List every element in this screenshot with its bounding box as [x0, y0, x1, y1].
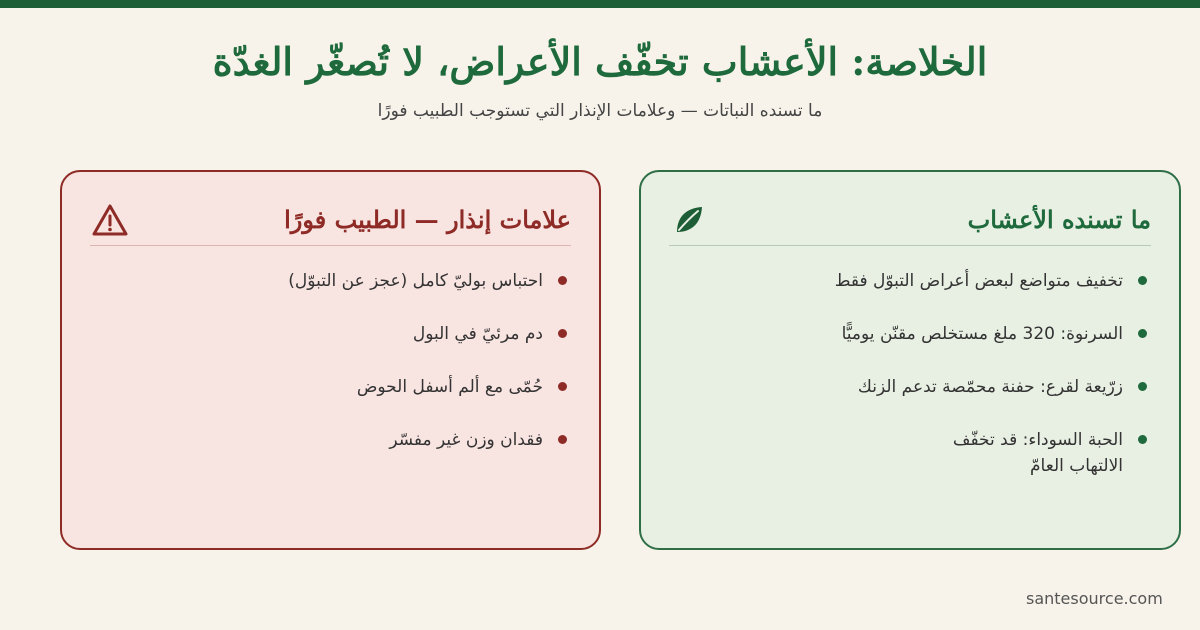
bullet-icon: [558, 329, 567, 338]
list-item: الحبة السوداء: قد تخفّف الالتهاب العامّ: [671, 427, 1149, 479]
footer-site-link[interactable]: santesource.com: [1026, 589, 1163, 608]
warning-panel-header: [90, 194, 571, 246]
bullet-icon: [558, 435, 567, 444]
bullet-icon: [1138, 276, 1147, 285]
herbs-list: [671, 268, 1149, 506]
warning-triangle-icon: [90, 200, 130, 240]
page-subtitle: ما تسنده النباتات — وعلامات الإنذار التي تستوجب الطبيب فورًا: [377, 101, 823, 121]
herbs-panel-title: ما تسنده الأعشاب: [967, 204, 1151, 234]
list-item: حُمّى مع ألم أسفل الحوض: [92, 374, 569, 400]
herbs-panel-header: [669, 194, 1151, 246]
herbs-support-panel: [639, 170, 1181, 550]
warning-panel-title: علامات إنذار — الطبيب فورًا: [284, 204, 571, 234]
bullet-icon: [558, 382, 567, 391]
top-accent-bar: [0, 0, 1200, 8]
bullet-icon: [558, 276, 567, 285]
list-item: تخفيف متواضع لبعض أعراض التبوّل فقط: [671, 268, 1149, 294]
bullet-icon: [1138, 382, 1147, 391]
bullet-icon: [1138, 435, 1147, 444]
warning-list: [92, 268, 569, 480]
warning-signs-panel: [60, 170, 601, 550]
list-item: السرنوة: 320 ملغ مستخلص مقنّن يوميًّا: [671, 321, 1149, 347]
list-item: احتباس بوليّ كامل (عجز عن التبوّل): [92, 268, 569, 294]
bullet-icon: [1138, 329, 1147, 338]
page-title: الخلاصة: الأعشاب تخفّف الأعراض، لا تُصغّر الغدّة: [212, 39, 988, 84]
leaf-icon: [669, 200, 709, 240]
list-item: فقدان وزن غير مفسّر: [92, 427, 569, 453]
list-item: زرّيعة لقرع: حفنة محمّصة تدعم الزنك: [671, 374, 1149, 400]
list-item: دم مرئيّ في البول: [92, 321, 569, 347]
